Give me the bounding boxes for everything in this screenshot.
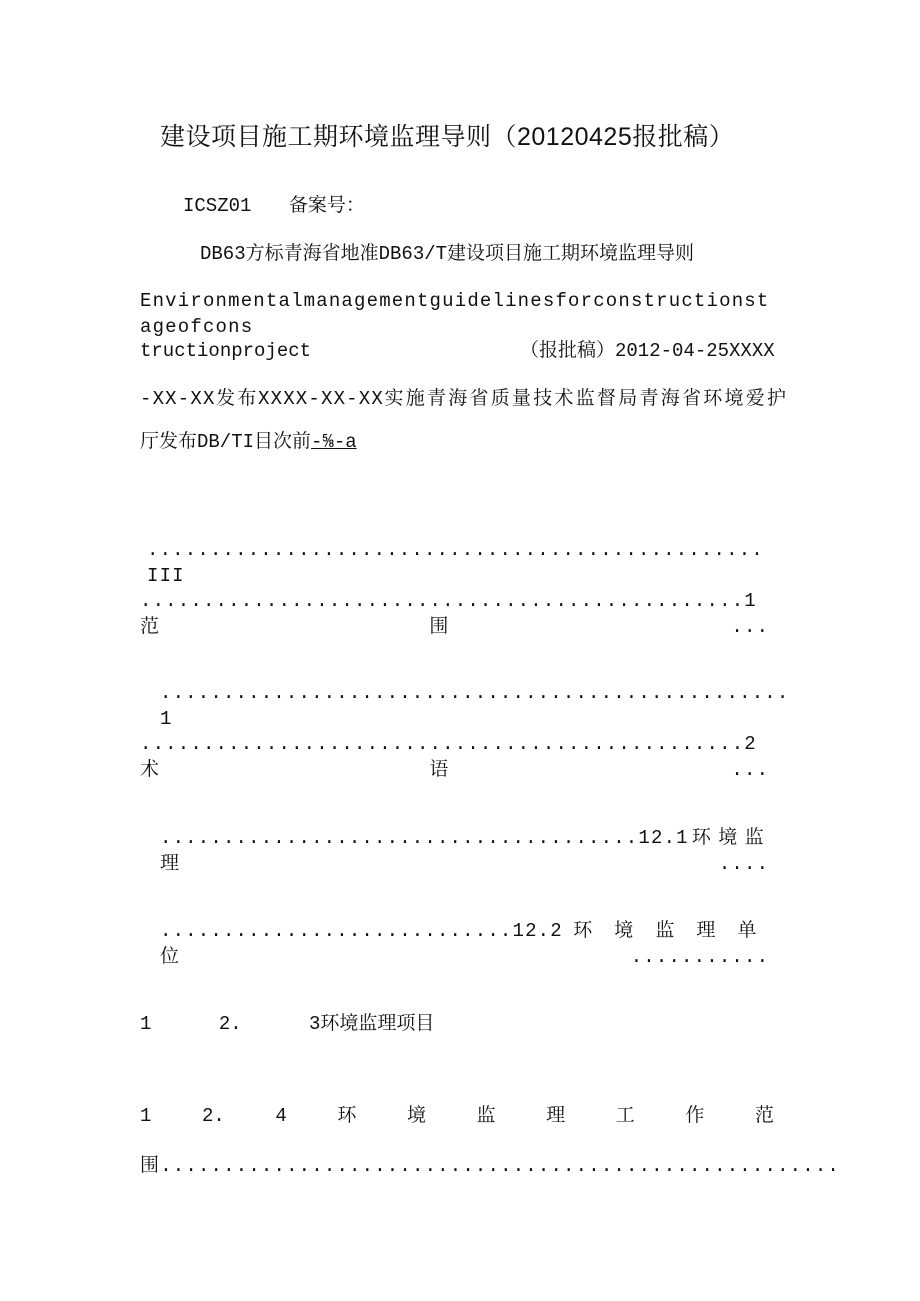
toc-token: 作 xyxy=(685,1105,705,1127)
toc-token: 2. xyxy=(201,1105,225,1127)
toc-terms[interactable]: . . . . . . . . . . . . . . . . . . . . . . . . . . . . . . . . . . . . . . . . . . . . . . . . 2 术 语 . . . xyxy=(140,733,768,781)
toc-token: 1 xyxy=(140,1105,152,1127)
toc-token: 4 xyxy=(275,1105,287,1127)
toc-scope-page[interactable]: . . . . . . . . . . . . . . . . . . . . . . . . . . . . . . . . . . . . . . . . . . . . . . . . . . 1 xyxy=(160,682,790,730)
ics-code: ICSZ01 xyxy=(183,195,252,217)
toc-token: 范 xyxy=(754,1105,774,1127)
issuer-text: 厅发布DB/TI目次前 xyxy=(140,431,312,453)
issuer-line xyxy=(140,429,357,455)
toc-2-3[interactable] xyxy=(140,1011,434,1037)
garbled-text: -⅝-a xyxy=(311,431,357,453)
toc-2-3-label: 3环境监理项目 xyxy=(309,1013,435,1035)
toc-2-3-num: 1 xyxy=(140,1013,152,1035)
english-title-line-2: tructionproject xyxy=(140,340,312,362)
standard-line: DB63方标青海省地准DB63/T建设项目施工期环境监理导则 xyxy=(200,243,695,265)
toc-scope[interactable]: . . . . . . . . . . . . . . . . . . . . . . . . . . . . . . . . . . . . . . . . . . . . . . . . 1 范 围 . . . xyxy=(140,590,768,638)
toc-token: 环 xyxy=(337,1105,357,1127)
toc-token: 监 xyxy=(476,1105,496,1127)
toc-2-4[interactable] xyxy=(140,1103,774,1129)
record-number-label: 备案号： xyxy=(288,195,365,217)
toc-2-3-num2: 2. xyxy=(218,1013,242,1035)
toc-foreword[interactable]: . . . . . . . . . . . . . . . . . . . . . . . . . . . . . . . . . . . . . . . . . . . . . . . . . I I I xyxy=(147,539,764,587)
draft-date: （报批稿）2012-04-25XXXX xyxy=(520,340,775,362)
document-title: 建设项目施工期环境监理导则（20120425报批稿） xyxy=(160,123,735,151)
toc-2-4-cont[interactable]: 围 . . . . . . . . . . . . . . . . . . . . . . . . . . . . . . . . . . . . . . . . . . . . . . . . . . . . . . xyxy=(140,1155,839,1177)
issue-line: - X X - X X 发 布 X X X X - X X - X X 实 施 青 海 省 质 量 技 术 监 督 局 青 海 省 环 境 爱 护 xyxy=(140,388,786,410)
english-title-line-1: E n v i r o n m e n t a l m a n a g e m e n t g u i d e l i n e s f o r c o n s t r u c t i o n s t a g e o f c o n s xyxy=(140,290,770,338)
toc-token: 工 xyxy=(615,1105,635,1127)
ics-line xyxy=(183,193,365,219)
toc-token: 境 xyxy=(406,1105,426,1127)
toc-2-2[interactable]: . . . . . . . . . . . . . . . . . . . . . . . . . . . . 1 2 . 2 环 境 监 理 单 位 . . . . . . . . . . . xyxy=(160,920,768,968)
toc-token: 理 xyxy=(546,1105,566,1127)
toc-2-1[interactable]: . . . . . . . . . . . . . . . . . . . . . . . . . . . . . . . . . . . . . . 1 2 . 1 环 境 监 理 . . . . xyxy=(160,827,768,875)
